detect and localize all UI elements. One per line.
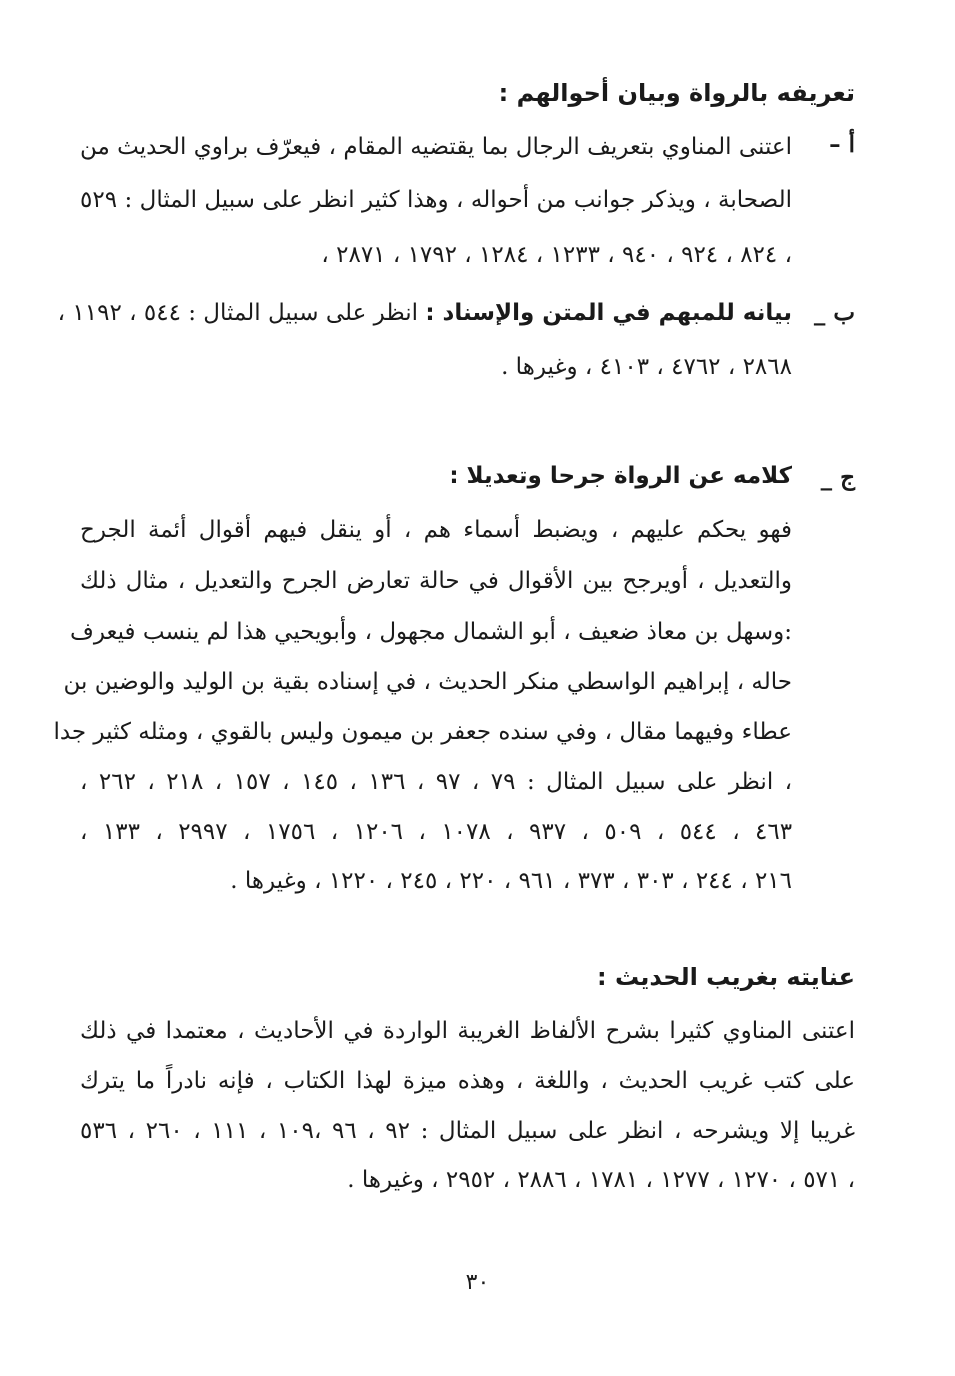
section-c-title: كلامه عن الرواة جرحا وتعديلا : (449, 463, 792, 489)
section-c-line-4: حاله ، إبراهيم الواسطي منكر الحديث ، في إسناده بقية بن الوليد والوضين بن (63, 669, 792, 695)
gharib-line-1: اعتنى المناوي كثيرا بشرح الألفاظ الغريبة الواردة في الأحاديث ، معتمدا في ذلك (80, 1018, 855, 1044)
section-a-marker: أ – (829, 131, 855, 158)
section-c-line-7: ٤٦٣ ، ٥٤٤ ، ٥٠٩ ، ٩٣٧ ، ١٠٧٨ ، ١٢٠٦ ، ١٧٥٦ ، ٢٩٩٧ ، ١٣٣ ، (80, 819, 793, 845)
gharib-line-3: غريبا إلا ويشرحه ، انظر على سبيل المثال : ٩٢ ، ٩٦ ،١٠٩ ، ١١١ ، ٢٦٠ ، ٥٣٦ (80, 1118, 855, 1144)
gharib-line-4: ، ٥٧١ ، ١٢٧٠ ، ١٢٧٧ ، ١٧٨١ ، ٢٨٨٦ ، ٢٩٥٢ ، وغيرها . (347, 1167, 855, 1193)
section-a-line-1: اعتنى المناوي بتعريف الرجال بما يقتضيه المقام ، فيعرّف براوي الحديث من (80, 134, 792, 160)
section-a-line-2: الصحابة ، ويذكر جوانب من أحواله ، وهذا كثير انظر على سبيل المثال : ٥٢٩ (80, 187, 792, 213)
section-b-line-1 (57, 298, 792, 328)
section-c-line-8: ٢١٦ ، ٢٤٤ ، ٣٠٣ ، ٣٧٣ ، ٩٦١ ، ٢٢٠ ، ٢٤٥ ، ١٢٢٠ ، وغيرها . (230, 868, 792, 894)
section-c-line-6: ، انظر على سبيل المثال : ٧٩ ، ٩٧ ، ١٣٦ ، ١٤٥ ، ١٥٧ ، ٢١٨ ، ٢٦٢ ، (80, 769, 793, 795)
section-b-title: بيانه للمبهم في المتن والإسناد : (425, 300, 792, 326)
section-b-line-1-rest: انظر على سبيل المثال : ٥٤٤ ، ١١٩٢ ، (57, 300, 426, 326)
section-b-marker: ب _ (813, 299, 855, 326)
section-b-line-2: ٢٨٦٨ ، ٤٧٦٢ ، ٤١٠٣ ، وغيرها . (501, 354, 792, 380)
section-c-line-3: :وسهل بن معاذ ضعيف ، أبو الشمال مجهول ، وأبويحيي هذا لم ينسب فيعرف (69, 619, 792, 645)
section-heading-gharib: عنايته بغريب الحديث : (597, 963, 855, 991)
gharib-line-2: على كتب غريب الحديث ، واللغة ، وهذه ميزة لهذا الكتاب ، فإنه نادراً ما يترك (80, 1068, 855, 1094)
section-c-line-2: والتعديل ، أويرجح بين الأقوال في حالة تعارض الجرح والتعديل ، مثال ذلك (80, 568, 792, 594)
page-number: ٣٠ (465, 1270, 490, 1295)
section-heading-narrators: تعريفه بالرواة وبيان أحوالهم : (498, 79, 855, 107)
section-a-line-3: ، ٨٢٤ ، ٩٢٤ ، ٩٤٠ ، ١٢٣٣ ، ١٢٨٤ ، ١٧٩٢ ، ٢٨٧١ ، (321, 242, 792, 268)
section-c-line-5: عطاء وفيهما مقال ، وفي سنده جعفر بن ميمون وليس بالقوي ، ومثله كثير جدا (53, 719, 792, 745)
section-c-marker: ج _ (820, 464, 855, 491)
section-c-line-1: فهو يحكم عليهم ، ويضبط أسماء هم ، أو ينقل فيهم أقوال أئمة الجرح (80, 517, 792, 543)
